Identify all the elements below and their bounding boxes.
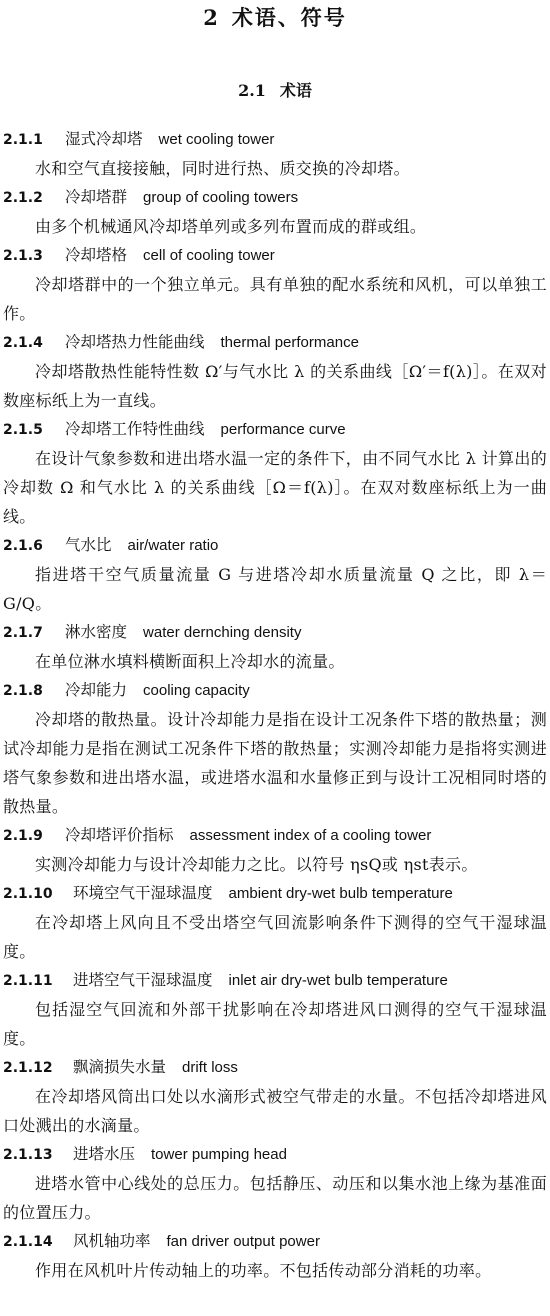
term-number: 2.1.10: [3, 886, 53, 902]
term-entry: [3, 618, 547, 676]
term-english-name: fan driver output power: [166, 1233, 320, 1250]
term-heading: [3, 125, 547, 154]
term-definition: 冷却塔的散热量。设计冷却能力是指在设计工况条件下塔的散热量；测试冷却能力是指在测试工况条件下塔的散热量；实测冷却能力是指将实测进塔气象参数和进出塔水温，或进塔水温和水量修正到与设计工况相同时塔的散热量。: [3, 710, 547, 816]
term-chinese-name: 冷却塔热力性能曲线: [65, 333, 205, 351]
term-chinese-name: 环境空气干湿球温度: [73, 884, 213, 902]
term-heading: [3, 241, 547, 270]
term-definition: 进塔水管中心线处的总压力。包括静压、动压和以集水池上缘为基准面的位置压力。: [3, 1174, 547, 1222]
term-entry: [3, 415, 547, 531]
section-heading: [0, 78, 550, 101]
term-definition: 在冷却塔风筒出口处以水滴形式被空气带走的水量。不包括冷却塔进风口处溅出的水滴量。: [3, 1087, 547, 1135]
term-number: 2.1.11: [3, 973, 53, 989]
term-entry: [3, 241, 547, 328]
term-chinese-name: 冷却塔格: [65, 246, 128, 264]
term-english-name: thermal performance: [220, 334, 359, 351]
term-number: 2.1.7: [3, 625, 43, 641]
term-english-name: ambient dry-wet bulb temperature: [228, 885, 453, 902]
term-definition: 由多个机械通风冷却塔单列或多列布置而成的群或组。: [35, 217, 427, 236]
term-english-name: inlet air dry-wet bulb temperature: [228, 972, 448, 989]
term-entry: [3, 1227, 547, 1285]
term-entry: [3, 183, 547, 241]
term-definition: 作用在风机叶片传动轴上的功率。不包括传动部分消耗的功率。: [35, 1261, 492, 1280]
term-definition: 冷却塔群中的一个独立单元。具有单独的配水系统和风机，可以单独工作。: [3, 275, 547, 323]
term-heading: [3, 1140, 547, 1169]
term-heading: [3, 879, 547, 908]
term-list: [3, 125, 547, 1285]
term-number: 2.1.3: [3, 248, 43, 264]
term-entry: [3, 125, 547, 183]
term-definition: 包括湿空气回流和外部干扰影响在冷却塔进风口测得的空气干湿球温度。: [3, 1000, 547, 1048]
term-english-name: group of cooling towers: [143, 189, 299, 206]
term-english-name: assessment index of a cooling tower: [189, 827, 432, 844]
term-entry: [3, 328, 547, 415]
term-english-name: cell of cooling tower: [143, 247, 275, 264]
section-number: 2.1: [238, 81, 266, 100]
chapter-title: 术语、符号: [231, 5, 347, 30]
term-chinese-name: 冷却能力: [65, 681, 128, 699]
term-entry: [3, 821, 547, 879]
term-definition: 冷却塔散热性能特性数 Ω′与气水比 λ 的关系曲线［Ω′＝f(λ)］。在双对数座标纸上为一直线。: [3, 362, 547, 410]
term-number: 2.1.6: [3, 538, 43, 554]
term-heading: [3, 328, 547, 357]
term-english-name: performance curve: [220, 421, 346, 438]
term-number: 2.1.1: [3, 132, 43, 148]
term-entry: [3, 531, 547, 618]
term-number: 2.1.9: [3, 828, 43, 844]
term-english-name: drift loss: [182, 1059, 238, 1076]
term-heading: [3, 1053, 547, 1082]
term-english-name: air/water ratio: [127, 537, 219, 554]
section-title: 术语: [279, 81, 312, 100]
term-chinese-name: 淋水密度: [65, 623, 128, 641]
term-entry: [3, 676, 547, 821]
term-entry: [3, 879, 547, 966]
term-definition: 在单位淋水填料横断面积上冷却水的流量。: [35, 652, 345, 671]
term-chinese-name: 冷却塔评价指标: [65, 826, 174, 844]
term-number: 2.1.8: [3, 683, 43, 699]
term-chinese-name: 气水比: [65, 536, 112, 554]
term-heading: [3, 676, 547, 705]
term-number: 2.1.5: [3, 422, 43, 438]
term-chinese-name: 飘滴损失水量: [73, 1058, 167, 1076]
term-english-name: water dernching density: [143, 624, 302, 641]
term-chinese-name: 进塔空气干湿球温度: [73, 971, 213, 989]
term-number: 2.1.2: [3, 190, 43, 206]
term-entry: [3, 1053, 547, 1140]
term-chinese-name: 冷却塔工作特性曲线: [65, 420, 205, 438]
term-number: 2.1.13: [3, 1147, 53, 1163]
term-heading: [3, 183, 547, 212]
term-chinese-name: 风机轴功率: [73, 1232, 151, 1250]
term-number: 2.1.4: [3, 335, 43, 351]
term-english-name: wet cooling tower: [158, 131, 275, 148]
chapter-heading: [0, 2, 550, 32]
term-definition: 水和空气直接接触，同时进行热、质交换的冷却塔。: [35, 159, 410, 178]
term-chinese-name: 冷却塔群: [65, 188, 128, 206]
term-heading: [3, 821, 547, 850]
term-entry: [3, 1140, 547, 1227]
term-english-name: tower pumping head: [151, 1146, 287, 1163]
term-chinese-name: 湿式冷却塔: [65, 130, 143, 148]
term-heading: [3, 618, 547, 647]
term-heading: [3, 1227, 547, 1256]
term-english-name: cooling capacity: [143, 682, 250, 699]
term-heading: [3, 531, 547, 560]
term-definition: 指进塔干空气质量流量 G 与进塔冷却水质量流量 Q 之比，即 λ＝G/Q。: [3, 565, 547, 613]
term-definition: 在冷却塔上风向且不受出塔空气回流影响条件下测得的空气干湿球温度。: [3, 913, 547, 961]
chapter-number: 2: [203, 5, 220, 30]
term-definition: 实测冷却能力与设计冷却能力之比。以符号 ηsQ或 ηst表示。: [35, 855, 478, 874]
term-number: 2.1.12: [3, 1060, 53, 1076]
term-definition: 在设计气象参数和进出塔水温一定的条件下，由不同气水比 λ 计算出的冷却数 Ω 和气水比 λ 的关系曲线［Ω＝f(λ)］。在双对数座标纸上为一曲线。: [3, 449, 547, 526]
term-chinese-name: 进塔水压: [73, 1145, 136, 1163]
term-number: 2.1.14: [3, 1234, 53, 1250]
term-heading: [3, 966, 547, 995]
term-entry: [3, 966, 547, 1053]
term-heading: [3, 415, 547, 444]
